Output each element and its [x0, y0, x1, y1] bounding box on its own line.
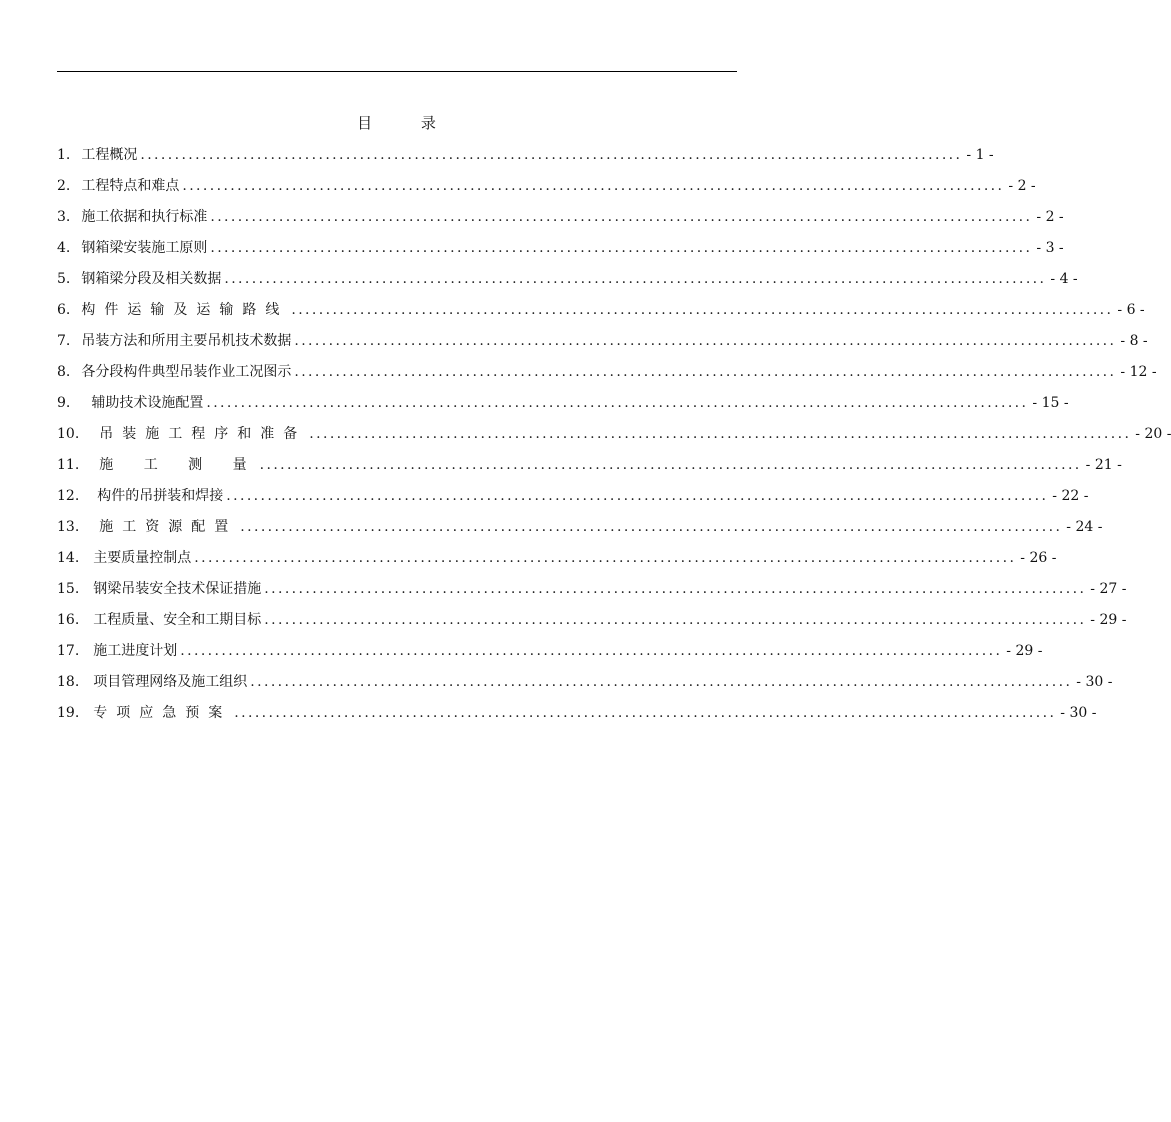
toc-leader-dots: ........................................................................................................................: [294, 333, 1117, 349]
toc-entry-page: - 20 -: [1135, 426, 1171, 442]
toc-leader-dots: ........................................................................................................................: [206, 395, 1029, 411]
toc-leader-dots: ........................................................................................................................: [226, 488, 1049, 504]
toc-entry[interactable]: [57, 174, 1036, 205]
toc-entry[interactable]: [57, 205, 1064, 236]
toc-leader-dots: ........................................................................................................................: [264, 612, 1087, 628]
toc-title: 目 录: [357, 114, 458, 132]
toc-entry[interactable]: [57, 422, 1171, 453]
toc-entry[interactable]: [57, 701, 1097, 732]
toc-entry[interactable]: [57, 453, 1122, 484]
toc-entry[interactable]: [57, 515, 1103, 546]
toc-entry-number: 17.: [57, 643, 80, 659]
toc-leader-dots: ........................................................................................................................: [210, 209, 1033, 225]
toc-entry[interactable]: [57, 360, 1157, 391]
toc-entry-page: - 29 -: [1006, 643, 1043, 659]
toc-entry-label: 构件的吊拼装和焊接: [97, 488, 224, 504]
toc-entry-number: 18.: [57, 674, 80, 690]
toc-entry-number: 5.: [57, 271, 71, 287]
toc-entry-label: 吊装方法和所用主要吊机技术数据: [81, 333, 292, 349]
toc-entry-page: - 12 -: [1120, 364, 1157, 380]
toc-entry[interactable]: [57, 391, 1069, 422]
toc-entry-number: 12.: [57, 488, 80, 504]
toc-entry[interactable]: [57, 267, 1078, 298]
toc-entry-label: 施 工 测 量: [99, 457, 257, 473]
toc-entry-page: - 1 -: [966, 147, 994, 163]
toc-entry[interactable]: [57, 236, 1064, 267]
toc-leader-dots: ........................................................................................................................: [180, 643, 1003, 659]
toc-leader-dots: ........................................................................................................................: [309, 426, 1132, 442]
toc-entry-label: 工程特点和难点: [81, 178, 180, 194]
toc-entry-label: 主要质量控制点: [93, 550, 192, 566]
toc-entry-label: 辅助技术设施配置: [91, 395, 204, 411]
toc-entry-number: 14.: [57, 550, 80, 566]
toc-entry-page: - 2 -: [1036, 209, 1064, 225]
toc-leader-dots: ........................................................................................................................: [294, 364, 1117, 380]
toc-entry[interactable]: [57, 546, 1057, 577]
toc-entry-number: 10.: [57, 426, 80, 442]
toc-entry-label: 工程质量、安全和工期目标: [93, 612, 262, 628]
header-rule: [57, 71, 737, 72]
toc-entry-number: 2.: [57, 178, 71, 194]
toc-entry-number: 13.: [57, 519, 80, 535]
toc-entry-label: 构件运输及运输路线: [81, 302, 289, 318]
toc-entry[interactable]: [57, 329, 1148, 360]
toc-entry-page: - 30 -: [1076, 674, 1113, 690]
toc-entry-page: - 8 -: [1120, 333, 1148, 349]
toc-leader-dots: ........................................................................................................................: [224, 271, 1047, 287]
toc-entry-page: - 4 -: [1050, 271, 1078, 287]
toc-entry-label: 工程概况: [81, 147, 138, 163]
toc-entry-label: 各分段构件典型吊装作业工况图示: [81, 364, 292, 380]
toc-entry-number: 6.: [57, 302, 71, 318]
toc-entry-page: - 27 -: [1090, 581, 1127, 597]
toc-leader-dots: ........................................................................................................................: [291, 302, 1114, 318]
toc-entry-label: 专项应急预案: [93, 705, 232, 721]
toc-entry-number: 7.: [57, 333, 71, 349]
toc-entry-number: 1.: [57, 147, 71, 163]
toc-entry-page: - 22 -: [1052, 488, 1089, 504]
toc-leader-dots: ........................................................................................................................: [234, 705, 1057, 721]
table-of-contents: [57, 143, 1171, 732]
toc-entry-number: 8.: [57, 364, 71, 380]
toc-entry[interactable]: [57, 608, 1127, 639]
toc-entry-page: - 21 -: [1085, 457, 1122, 473]
toc-entry-number: 4.: [57, 240, 71, 256]
toc-entry-page: - 3 -: [1036, 240, 1064, 256]
toc-leader-dots: ........................................................................................................................: [210, 240, 1033, 256]
toc-leader-dots: ........................................................................................................................: [140, 147, 963, 163]
toc-leader-dots: ........................................................................................................................: [182, 178, 1005, 194]
toc-entry[interactable]: [57, 577, 1127, 608]
toc-entry-page: - 2 -: [1008, 178, 1036, 194]
toc-entry-number: 19.: [57, 705, 80, 721]
toc-entry-label: 施工资源配置: [99, 519, 238, 535]
toc-entry-page: - 15 -: [1032, 395, 1069, 411]
toc-entry-label: 项目管理网络及施工组织: [93, 674, 248, 690]
toc-entry[interactable]: [57, 298, 1145, 329]
toc-leader-dots: ........................................................................................................................: [250, 674, 1073, 690]
toc-entry[interactable]: [57, 484, 1089, 515]
toc-entry-page: - 24 -: [1066, 519, 1103, 535]
toc-entry[interactable]: [57, 639, 1043, 670]
toc-entry-page: - 6 -: [1117, 302, 1145, 318]
toc-entry-number: 11.: [57, 457, 80, 473]
toc-entry-number: 16.: [57, 612, 80, 628]
toc-entry-number: 9.: [57, 395, 71, 411]
toc-entry-label: 吊装施工程序和准备: [99, 426, 307, 442]
toc-entry-number: 3.: [57, 209, 71, 225]
toc-leader-dots: ........................................................................................................................: [240, 519, 1063, 535]
toc-entry-number: 15.: [57, 581, 80, 597]
toc-entry-page: - 26 -: [1020, 550, 1057, 566]
toc-leader-dots: ........................................................................................................................: [194, 550, 1017, 566]
toc-entry-page: - 29 -: [1090, 612, 1127, 628]
toc-entry-page: - 30 -: [1060, 705, 1097, 721]
toc-leader-dots: ........................................................................................................................: [264, 581, 1087, 597]
toc-entry-label: 钢箱梁安装施工原则: [81, 240, 208, 256]
toc-entry-label: 施工依据和执行标准: [81, 209, 208, 225]
toc-leader-dots: ........................................................................................................................: [259, 457, 1082, 473]
toc-entry[interactable]: [57, 143, 994, 174]
toc-entry-label: 钢箱梁分段及相关数据: [81, 271, 222, 287]
toc-entry[interactable]: [57, 670, 1113, 701]
toc-entry-label: 施工进度计划: [93, 643, 178, 659]
toc-entry-label: 钢梁吊装安全技术保证措施: [93, 581, 262, 597]
